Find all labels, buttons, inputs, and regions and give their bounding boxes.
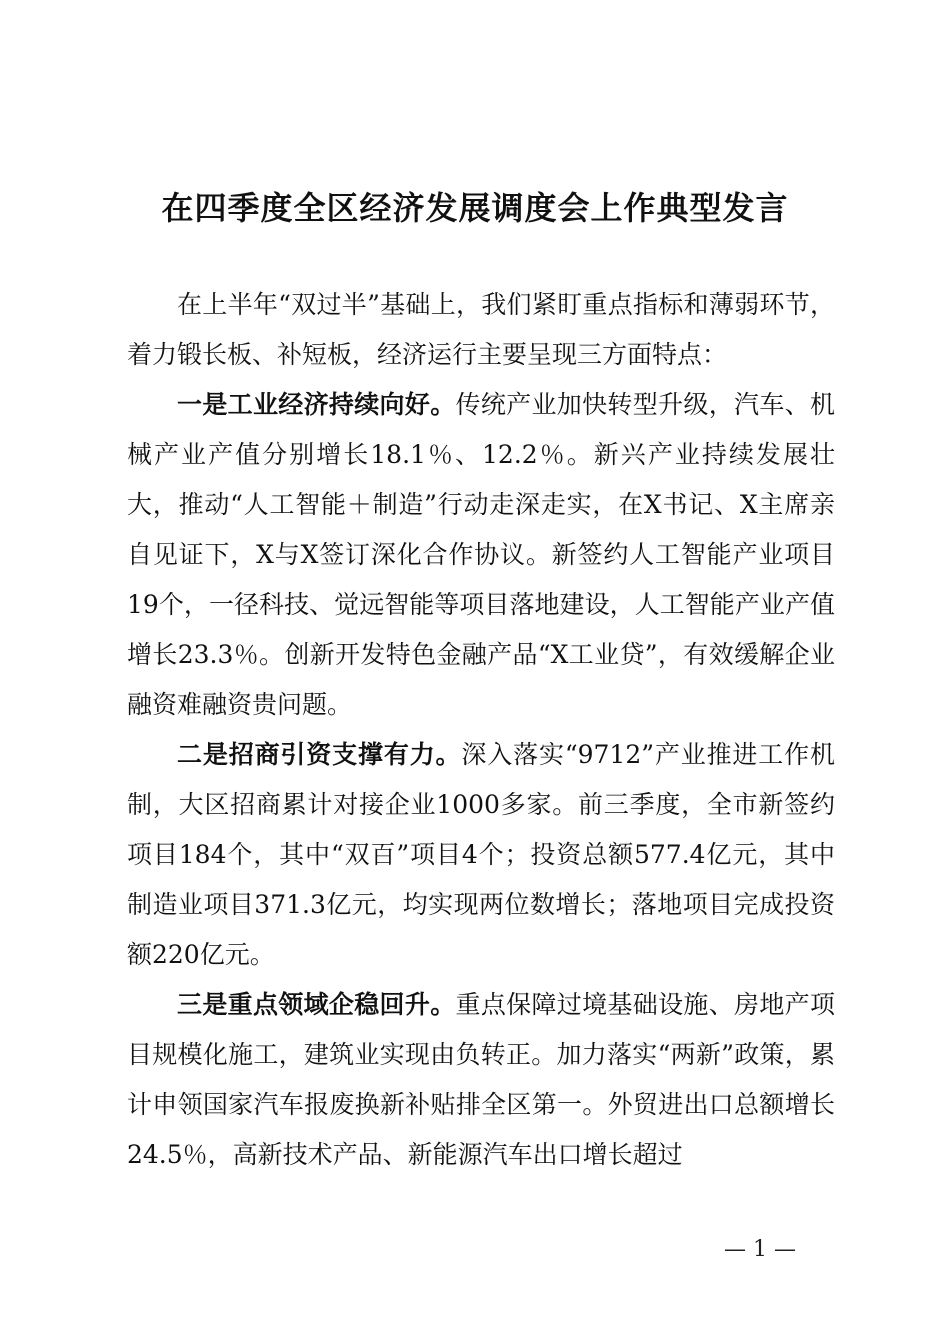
section-lead-2: 二是招商引资支撑有力。: [177, 740, 462, 769]
document-title: 在四季度全区经济发展调度会上作典型发言: [161, 189, 789, 227]
section-paragraph-1: [127, 380, 835, 730]
document-body: [127, 280, 835, 1180]
section-text-3: 重点保障过境基础设施、房地产项目规模化施工，建筑业实现由负转正。加力落实“两新”政策，累计申领国家汽车报废换新补贴排全区第一。外贸进出口总额增长24.5％，高新技术产品、新能源汽车出口增长超过: [127, 990, 835, 1169]
section-paragraph-3: [127, 980, 835, 1180]
intro-paragraph: 在上半年“双过半”基础上，我们紧盯重点指标和薄弱环节，着力锻长板、补短板，经济运行主要呈现三方面特点：: [127, 290, 835, 369]
section-text-1: 传统产业加快转型升级，汽车、机械产业产值分别增长18.1％、12.2％。新兴产业持续发展壮大，推动“人工智能＋制造”行动走深走实，在X书记、X主席亲自见证下，X与X签订深化合作协议。新签约人工智能产业项目19个，一径科技、觉远智能等项目落地建设，人工智能产业产值增长23.3％。创新开发特色金融产品“X工业贷”，有效缓解企业融资难融资贵问题。: [127, 390, 835, 719]
section-lead-1: 一是工业经济持续向好。: [177, 390, 456, 419]
section-text-2: 深入落实“9712”产业推进工作机制，大区招商累计对接企业1000多家。前三季度，全市新签约项目184个，其中“双百”项目4个；投资总额577.4亿元，其中制造业项目371.3亿元，均实现两位数增长；落地项目完成投资额220亿元。: [127, 740, 835, 969]
section-paragraph-2: [127, 730, 835, 980]
page-number: — 1 —: [724, 1237, 796, 1262]
section-lead-3: 三是重点领域企稳回升。: [177, 990, 456, 1019]
